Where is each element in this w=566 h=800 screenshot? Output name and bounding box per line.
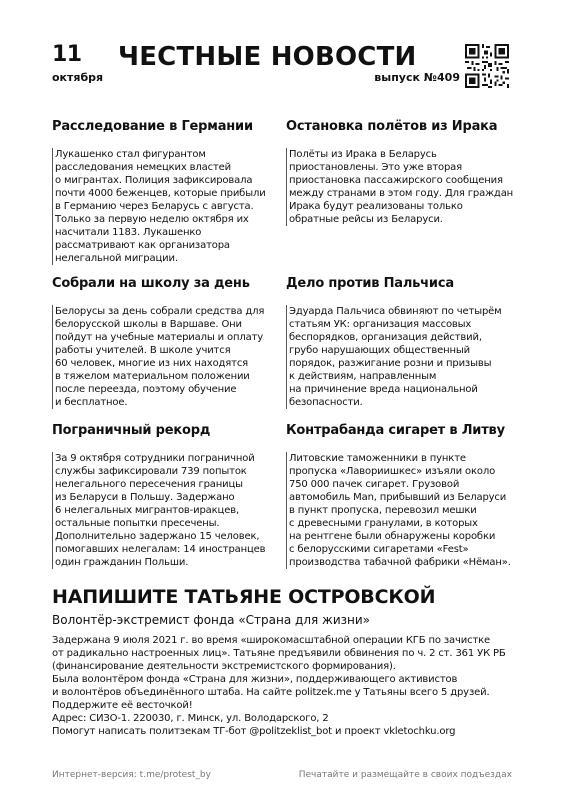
text-line: приостановлены. Это уже вторая xyxy=(289,162,463,173)
text-line: приостановка пассажирского сообщения xyxy=(289,175,503,186)
text-line: от радикально настроенных лиц». Татьяне предъявили обвинения по ч. 2 ст. 361 УК РБ xyxy=(52,648,506,659)
text-line: грубо нарушающих общественный xyxy=(289,345,470,356)
article-title: Расследование в Германии xyxy=(52,119,253,134)
text-line: 750 000 пачек сигарет. Грузовой xyxy=(289,479,460,490)
text-line: Только за первую неделю октября их xyxy=(55,214,249,225)
newspaper-title: ЧЕСТНЫЕ НОВОСТИ xyxy=(118,42,417,72)
text-line: службы зафиксировали 739 попыток xyxy=(55,466,247,477)
article-cigarette-smuggling xyxy=(286,423,518,569)
text-line: помогавших нелегалам: 14 иностранцев xyxy=(55,544,266,555)
footer-print-note: Печатайте и размещайте в своих подъездах xyxy=(298,770,512,780)
text-line: Лукашенко стал фигурантом xyxy=(55,149,206,160)
article-body xyxy=(52,305,284,409)
text-line: (финансирование деятельности экстремистского формирования). xyxy=(52,661,396,672)
text-line: производства табачной фабрики «Нёман». xyxy=(289,557,511,568)
text-line: почти 4000 беженцев, которые прибыли xyxy=(55,188,266,199)
text-line: работы учителей. В школе учится xyxy=(55,345,231,356)
article-border-record xyxy=(52,423,284,569)
text-line: Адрес: СИЗО-1. 220030, г. Минск, ул. Володарского, 2 xyxy=(52,713,329,724)
text-line: автомобиль Man, прибывший из Беларуси xyxy=(289,492,507,503)
text-line: и бесплатное. xyxy=(55,397,128,408)
text-line: Задержана 9 июля 2021 г. во время «широкомасштабной операции КГБ по зачистке xyxy=(52,635,491,646)
text-line: и волонтёров объединённого штаба. На сайте politzek.me у Татьяны всего 5 друзей. xyxy=(52,687,490,698)
text-line: За 9 октября сотрудники пограничной xyxy=(55,453,255,464)
text-line: нелегальной миграции. xyxy=(55,253,178,264)
text-line: 6 нелегальных мигрантов-иракцев, xyxy=(55,505,239,516)
article-title: Дело против Пальчиса xyxy=(286,276,454,291)
article-school-fundraiser xyxy=(52,276,284,409)
text-line: из Беларуси в Польшу. Задержано xyxy=(55,492,235,503)
date-month: октября xyxy=(52,71,104,84)
article-title: Пограничный рекорд xyxy=(52,423,211,438)
text-line: Была волонтёром фонда «Страна для жизни», поддерживающего активистов xyxy=(52,674,458,685)
text-line: после переезда, поэтому обучение xyxy=(55,384,237,395)
text-line: в Германию через Беларусь с августа. xyxy=(55,201,254,212)
text-line: о мигрантах. Полиция зафиксировала xyxy=(55,175,253,186)
article-title: Остановка полётов из Ирака xyxy=(286,119,498,134)
text-line: статьям УК: организация массовых xyxy=(289,319,472,330)
text-line: между странами в этом году. Для граждан xyxy=(289,188,514,199)
text-line: остальные попытки пресечены. xyxy=(55,518,220,529)
text-line: один гражданин Польши. xyxy=(55,557,189,568)
article-body xyxy=(52,148,284,265)
text-line: на причинение вреда национальной xyxy=(289,384,478,395)
text-line: расследования немецких властей xyxy=(55,162,232,173)
text-line: белорусской школы в Варшаве. Они xyxy=(55,319,242,330)
text-line: Поддержите её весточкой! xyxy=(52,700,193,711)
article-body xyxy=(286,305,518,409)
text-line: к действиям, направленным xyxy=(289,371,437,382)
text-line: Литовские таможенники в пункте xyxy=(289,453,466,464)
letter-appeal xyxy=(52,586,522,738)
text-line: нелегального пересечения границы xyxy=(55,479,243,490)
text-line: с древесными гранулами, в которых xyxy=(289,518,478,529)
appeal-subtitle: Волонтёр-экстремист фонда «Страна для жизни» xyxy=(52,613,371,627)
text-line: Дополнительно задержано 15 человек, xyxy=(55,531,260,542)
qr-code-icon[interactable] xyxy=(465,44,509,88)
text-line: обратные рейсы из Беларуси. xyxy=(289,214,443,225)
text-line: рассматривают как организатора xyxy=(55,240,230,251)
article-investigation-germany xyxy=(52,119,284,265)
date-day: 11 xyxy=(52,42,82,67)
text-line: в пункт пропуска, перевозил мешки xyxy=(289,505,477,516)
text-line: Эдуарда Пальчиса обвиняют по четырём xyxy=(289,306,502,317)
text-line: пойдут на учебные материалы и оплату xyxy=(55,332,264,343)
masthead xyxy=(52,44,512,90)
article-iraq-flights xyxy=(286,119,518,226)
article-body xyxy=(286,148,518,226)
text-line: безопасности. xyxy=(289,397,363,408)
text-line: 60 человек, многие из них находятся xyxy=(55,358,249,369)
text-line: Полёты из Ирака в Беларусь xyxy=(289,149,437,160)
text-line: порядок, разжигание розни и призывы xyxy=(289,358,492,369)
appeal-title: НАПИШИТЕ ТАТЬЯНЕ ОСТРОВСКОЙ xyxy=(52,586,436,608)
text-line: Ирака будут реализованы только xyxy=(289,201,463,212)
article-palchis-case xyxy=(286,276,518,409)
text-line: Помогут написать политзекам ТГ-бот @politzeklist_bot и проект vkletochku.org xyxy=(52,726,456,737)
article-title: Контрабанда сигарет в Литву xyxy=(286,423,505,438)
text-line: Белорусы за день собрали средства для xyxy=(55,306,265,317)
article-body xyxy=(52,452,284,569)
text-line: на рентгене были обнаружены коробки xyxy=(289,531,496,542)
text-line: насчитали 1183. Лукашенко xyxy=(55,227,202,238)
article-body xyxy=(286,452,518,569)
text-line: в тяжелом материальном положении xyxy=(55,371,250,382)
text-line: беспорядков, организация действий, xyxy=(289,332,482,343)
article-title: Собрали на школу за день xyxy=(52,276,250,291)
footer-web-version[interactable]: Интернет-версия: t.me/protest_by xyxy=(52,770,211,780)
text-line: с белорусскими сигаретами «Fest» xyxy=(289,544,469,555)
appeal-body xyxy=(52,634,522,738)
text-line: пропуска «Лавориишкес» изъяли около xyxy=(289,466,496,477)
issue-number: выпуск №409 xyxy=(374,71,460,84)
